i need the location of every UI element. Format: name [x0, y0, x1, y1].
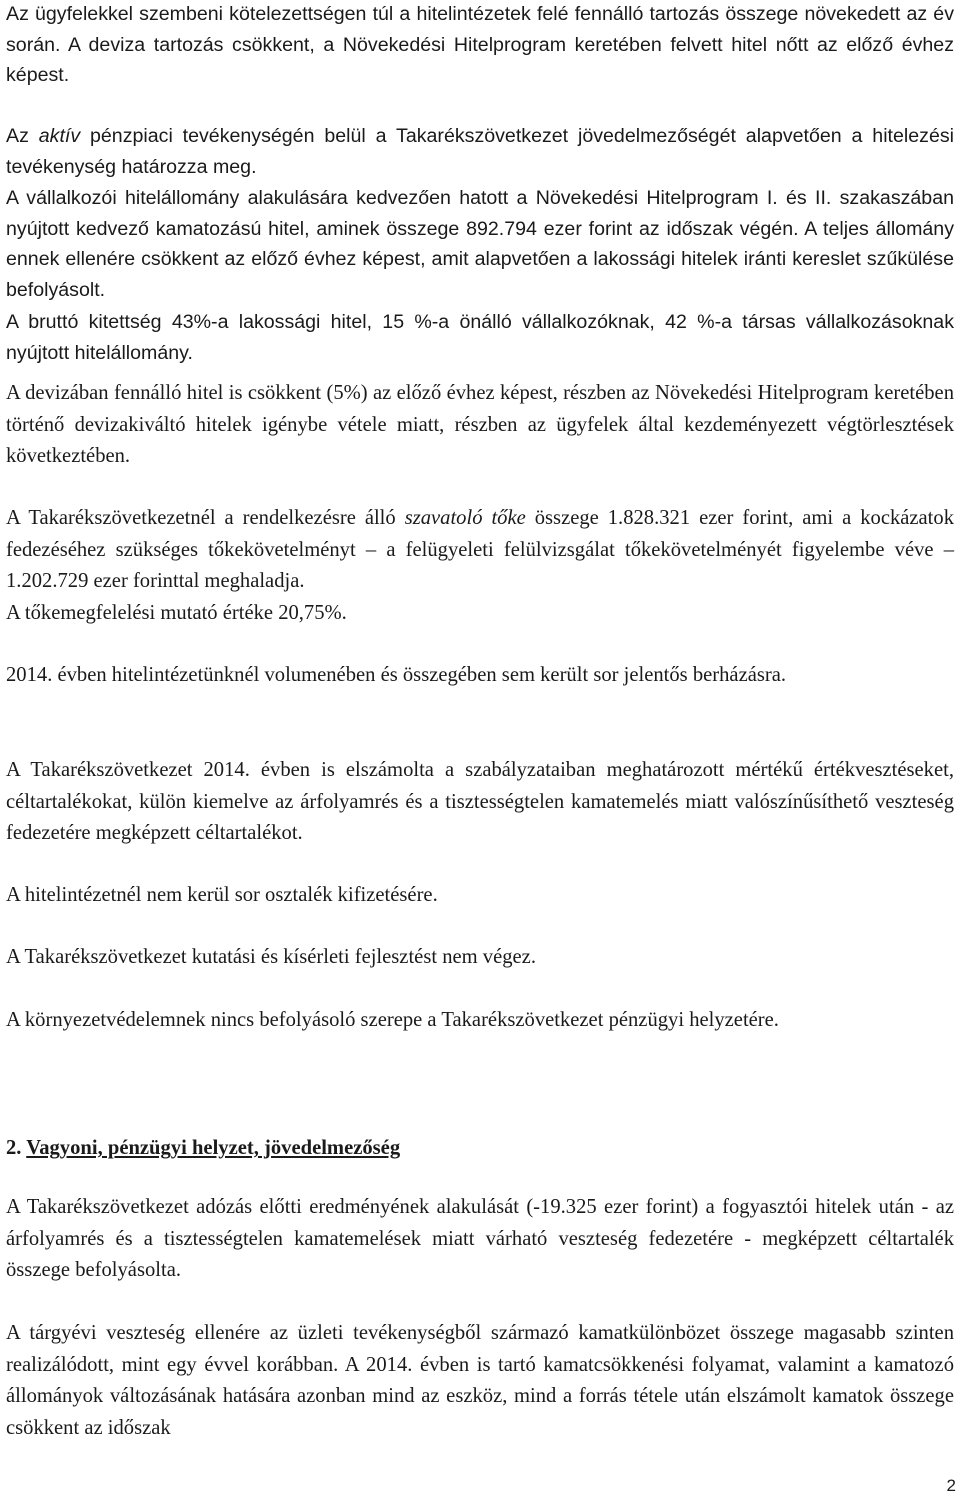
text-span: összege 1.828.321 ezer forint, ami a kockázatok fedezéséhez szükséges tőkekövetelményt – a felügyeleti felülvizsgálat tőkekövetelményét figyelembe véve – 1.202.729 ezer forinttal meghaladja.	[6, 507, 954, 592]
paragraph-dividend: A hitelintézetnél nem kerül sor osztalék kifizetésére.	[6, 884, 438, 906]
paragraph-research: A Takarékszövetkezet kutatási és kísérleti fejlesztést nem végez.	[6, 946, 536, 968]
paragraph-investments: 2014. évben hitelintézetünknél volumenében és összegében sem került sor jelentős berházásra.	[6, 664, 787, 686]
paragraph-capital-adequacy: A tőkemegfelelési mutató értéke 20,75%.	[6, 602, 347, 624]
italic-term-szavatolo-toke: szavatoló tőke	[404, 507, 526, 529]
paragraph-interest-margin: A tárgyévi veszteség ellenére az üzleti tevékenységből származó kamatkülönbözet összege magasabb szinten realizálódott, mint egy évvel korábban. A 2014. évben is tartó kamatcsökkenési folyamat, valamint a kamatozó állományok változásának hatására azonban mind az eszköz, mind a forrás tétele után elszámolt kamatok összege csökkent az időszak	[6, 1322, 954, 1439]
paragraph-gross-exposure: A bruttó kitettség 43%-a lakossági hitel, 15 %-a önálló vállalkozóknak, 42 %-a társas vállalkozásoknak nyújtott hitelállomány.	[6, 311, 954, 364]
page-number: 2	[946, 1476, 956, 1495]
paragraph-foreign-currency-loans: A devizában fennálló hitel is csökkent (5%) az előző évhez képest, részben az Növekedési Hitelprogram keretében történő devizakiváltó hitelek igénybe vétele miatt, részben az ügyfelek által kezdeményezett végtörlesztések következtében.	[6, 382, 954, 467]
text-span: Az	[6, 125, 39, 147]
paragraph-pretax-result: A Takarékszövetkezet adózás előtti eredményének alakulását (-19.325 ezer forint) a fogyasztói hitelek után - az árfolyamrés és a tisztességtelen kamatemelések miatt várható veszteség fedezetére - megképzett céltartalék összege befolyásolta.	[6, 1196, 954, 1281]
paragraph-liabilities: Az ügyfelekkel szembeni kötelezettségen túl a hitelintézetek felé fennálló tartozás összege növekedett az év során. A deviza tartozás csökkent, a Növekedési Hitelprogram keretében felvett hitel nőtt az előző évhez képest.	[6, 3, 954, 86]
paragraph-business-loans: A vállalkozói hitelállomány alakulására kedvezően hatott a Növekedési Hitelprogram I. és II. szakaszában nyújtott kedvező kamatozású hitel, aminek összege 892.794 ezer forint az időszak végén. A teljes állomány ennek ellenére csökkent az előző évhez képest, amit alapvetően a lakossági hitelek iránti kereslet szűkülése befolyásolt.	[6, 187, 954, 301]
paragraph-active-operations	[6, 121, 954, 182]
italic-term-aktiv: aktív	[38, 125, 81, 147]
paragraph-impairments: A Takarékszövetkezet 2014. évben is elszámolta a szabályzataiban meghatározott mértékű értékvesztéseket, céltartalékokat, külön kiemelve az árfolyamrés és a tisztességtelen kamatemelés miatt valószínűsíthető veszteség fedezetére megképzett céltartalékot.	[6, 759, 954, 844]
section-heading	[6, 1133, 400, 1164]
paragraph-own-funds	[6, 503, 954, 598]
section-title: Vagyoni, pénzügyi helyzet, jövedelmezőség	[26, 1137, 401, 1159]
section-number: 2.	[6, 1137, 27, 1159]
paragraph-environment: A környezetvédelemnek nincs befolyásoló szerepe a Takarékszövetkezet pénzügyi helyzetére.	[6, 1009, 779, 1031]
text-span: pénzpiaci tevékenységén belül a Takarékszövetkezet jövedelmezőségét alapvetően a hitelezési tevékenység határozza meg.	[6, 125, 954, 178]
text-span: A Takarékszövetkezetnél a rendelkezésre álló	[6, 507, 405, 529]
